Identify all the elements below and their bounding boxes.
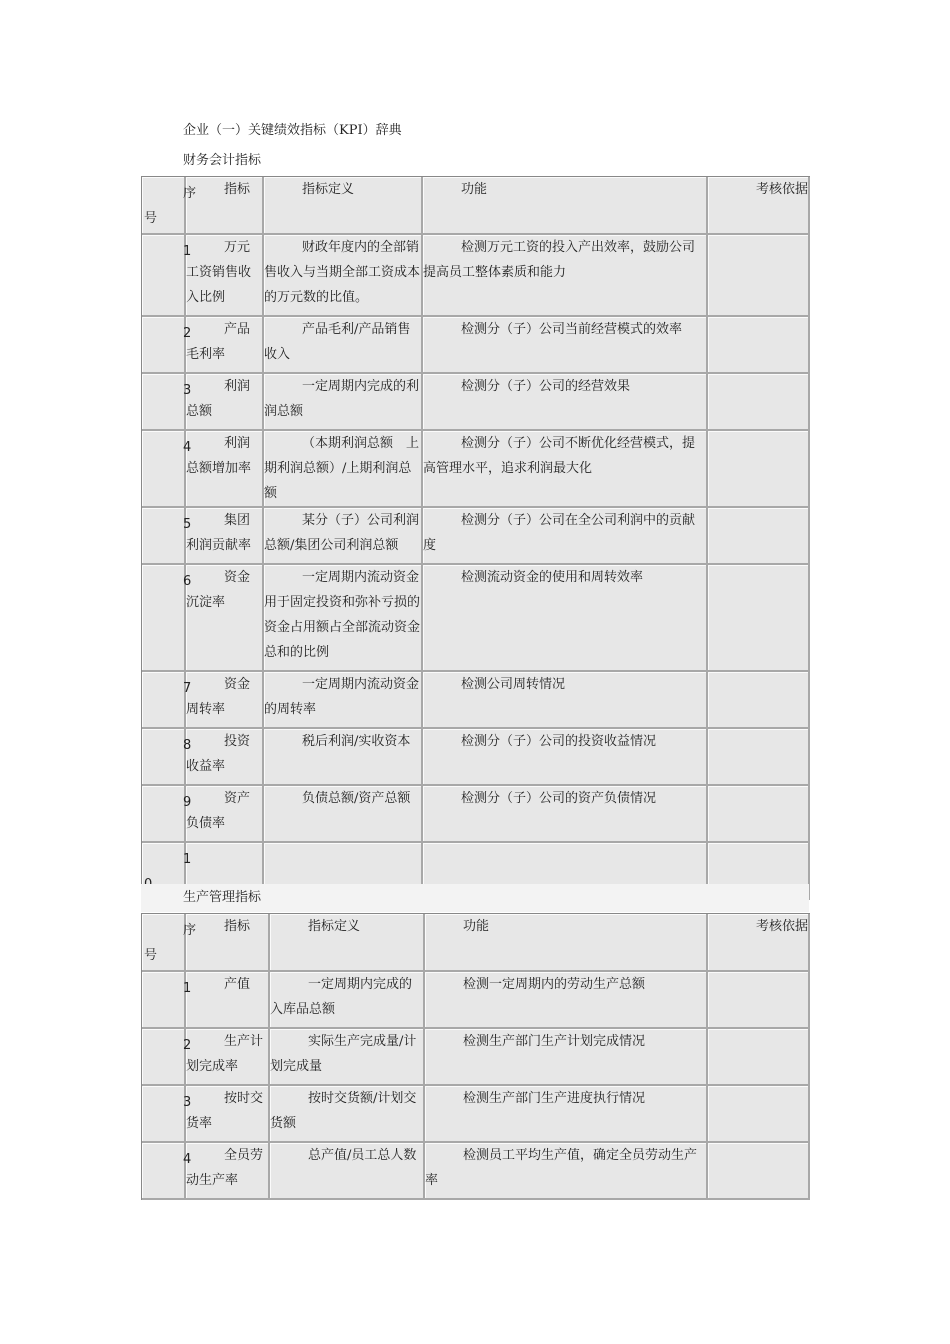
row-indicator: 按时交货率 — [186, 1086, 270, 1143]
header-indicator: 指标 — [186, 914, 270, 972]
header-function: 功能 — [425, 914, 708, 972]
header-basis: 考核依据 — [708, 914, 810, 972]
row-definition: （本期利润总额 上期利润总额）/上期利润总额 — [264, 431, 423, 508]
row-indicator: 全员劳动生产率 — [186, 1143, 270, 1200]
row-basis — [708, 565, 810, 672]
row-indicator: 万元工资销售收入比例 — [186, 235, 264, 317]
header-definition: 指标定义 — [270, 914, 425, 972]
table-row — [142, 1029, 810, 1086]
row-function: 检测分（子）公司的经营效果 — [423, 374, 708, 431]
table-header-row — [142, 177, 810, 235]
header-no-bottom: 号 — [144, 211, 158, 226]
header-function: 功能 — [423, 177, 708, 235]
row-definition: 一定周期内流动资金的周转率 — [264, 672, 423, 729]
header-no-bottom: 号 — [144, 948, 158, 963]
table-row — [142, 1086, 810, 1143]
row-definition: 产品毛利/产品销售收入 — [264, 317, 423, 374]
row-number: 2 — [183, 1038, 192, 1053]
row-basis — [708, 1143, 810, 1200]
finance-kpi-table — [141, 176, 810, 900]
row-indicator: 产品毛利率 — [186, 317, 264, 374]
row-definition: 一定周期内流动资金用于固定投资和弥补亏损的资金占用额占全部流动资金总和的比例 — [264, 565, 423, 672]
row-basis — [708, 672, 810, 729]
row-number: 5 — [183, 517, 192, 532]
row-function: 检测一定周期内的劳动生产总额 — [425, 972, 708, 1029]
row-definition: 税后利润/实收资本 — [264, 729, 423, 786]
row-indicator: 资金周转率 — [186, 672, 264, 729]
row-function: 检测分（子）公司当前经营模式的效率 — [423, 317, 708, 374]
header-basis: 考核依据 — [708, 177, 810, 235]
row-indicator: 资产负债率 — [186, 786, 264, 843]
header-indicator: 指标 — [186, 177, 264, 235]
row-function: 检测流动资金的使用和周转效率 — [423, 565, 708, 672]
row-number: 4 — [183, 1152, 192, 1167]
table-row — [142, 972, 810, 1029]
row-basis — [708, 374, 810, 431]
table-row — [142, 1143, 810, 1200]
row-number: 8 — [183, 738, 192, 753]
row-basis — [708, 1086, 810, 1143]
row-number: 1 — [183, 981, 192, 996]
row-number: 1 — [183, 244, 192, 259]
row-definition: 按时交货额/计划交货额 — [270, 1086, 425, 1143]
table-row — [142, 786, 810, 843]
row-basis — [708, 235, 810, 317]
row-function: 检测员工平均生产值，确定全员劳动生产率 — [425, 1143, 708, 1200]
row-number-top: 1 — [183, 852, 192, 867]
header-no-cell — [142, 177, 197, 235]
table-row — [142, 317, 810, 374]
row-definition: 某分（子）公司利润总额/集团公司利润总额 — [264, 508, 423, 565]
row-indicator: 利润总额 — [186, 374, 264, 431]
table-row — [142, 565, 810, 672]
row-number: 3 — [183, 1095, 192, 1110]
row-number: 7 — [183, 681, 192, 696]
finance-section-title: 财务会计指标 — [183, 153, 262, 168]
table-row — [142, 729, 810, 786]
table-header-row — [142, 914, 810, 972]
row-number: 9 — [183, 795, 192, 810]
row-function: 检测分（子）公司在全公司利润中的贡献度 — [423, 508, 708, 565]
row-indicator: 投资收益率 — [186, 729, 264, 786]
row-function: 检测分（子）公司不断优化经营模式，提高管理水平，追求利润最大化 — [423, 431, 708, 508]
row-function: 检测生产部门生产计划完成情况 — [425, 1029, 708, 1086]
row-basis — [708, 1029, 810, 1086]
row-basis — [708, 431, 810, 508]
row-number: 2 — [183, 326, 192, 341]
row-function: 检测分（子）公司的投资收益情况 — [423, 729, 708, 786]
row-number: 6 — [183, 574, 192, 589]
header-no-top: 序 — [183, 923, 197, 938]
row-basis — [708, 729, 810, 786]
row-definition: 财政年度内的全部销售收入与当期全部工资成本的万元数的比值。 — [264, 235, 423, 317]
row-indicator: 生产计划完成率 — [186, 1029, 270, 1086]
row-number: 4 — [183, 440, 192, 455]
row-basis — [708, 972, 810, 1029]
table-row — [142, 374, 810, 431]
production-section-title: 生产管理指标 — [183, 890, 262, 905]
row-indicator: 利润总额增加率 — [186, 431, 264, 508]
table-row — [142, 431, 810, 508]
header-no-top: 序 — [183, 186, 197, 201]
row-definition: 实际生产完成量/计划完成量 — [270, 1029, 425, 1086]
row-definition: 一定周期内完成的入库品总额 — [270, 972, 425, 1029]
document-title: 企业（一）关键绩效指标（KPI）辞典 — [183, 123, 402, 138]
row-definition: 负债总额/资产总额 — [264, 786, 423, 843]
row-indicator: 资金沉淀率 — [186, 565, 264, 672]
row-number: 3 — [183, 383, 192, 398]
row-indicator: 集团利润贡献率 — [186, 508, 264, 565]
row-basis — [708, 786, 810, 843]
row-function: 检测公司周转情况 — [423, 672, 708, 729]
row-function: 检测分（子）公司的资产负债情况 — [423, 786, 708, 843]
table-row — [142, 672, 810, 729]
row-basis — [708, 508, 810, 565]
row-basis — [708, 317, 810, 374]
row-definition: 总产值/员工总人数 — [270, 1143, 425, 1200]
header-no-cell — [142, 914, 197, 972]
row-definition: 一定周期内完成的利润总额 — [264, 374, 423, 431]
table-row — [142, 235, 810, 317]
header-definition: 指标定义 — [264, 177, 423, 235]
row-function: 检测万元工资的投入产出效率，鼓励公司提高员工整体素质和能力 — [423, 235, 708, 317]
row-indicator: 产值 — [186, 972, 270, 1029]
table-row — [142, 508, 810, 565]
row-function: 检测生产部门生产进度执行情况 — [425, 1086, 708, 1143]
production-kpi-table — [141, 913, 810, 1200]
